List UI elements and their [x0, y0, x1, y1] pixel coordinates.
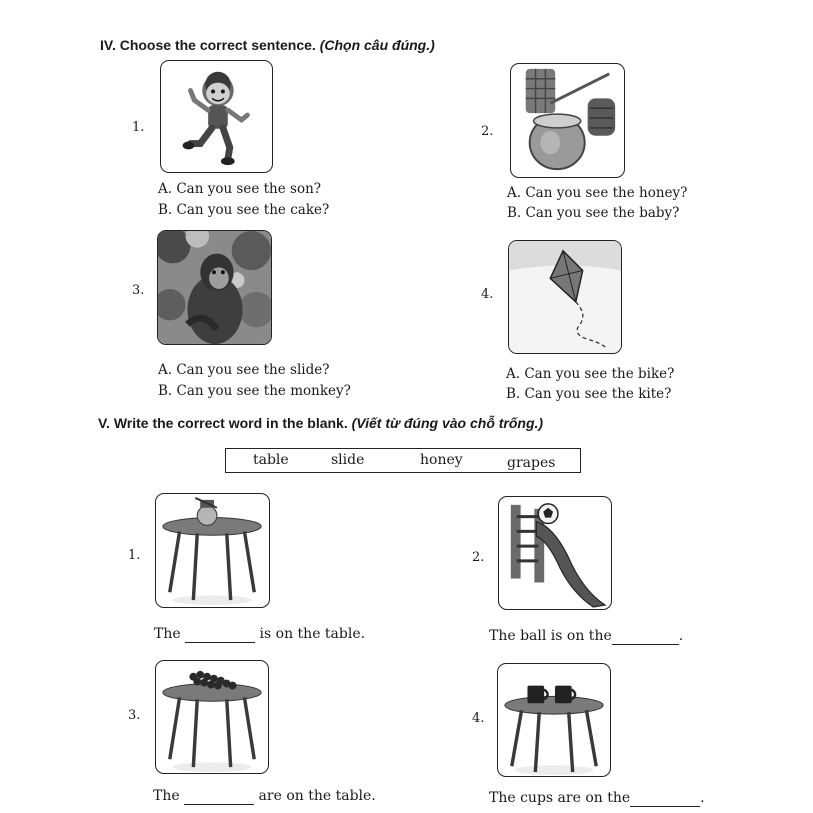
sentence-end: is on the table. — [259, 626, 366, 642]
sentence-start: The — [153, 788, 180, 804]
answer-blank[interactable] — [185, 626, 255, 643]
answer-blank[interactable] — [612, 628, 679, 645]
fill-in-sentence — [154, 626, 365, 643]
item-number: 1. — [128, 548, 141, 563]
answer-blank[interactable] — [630, 790, 700, 807]
table-with-grapes-picture — [155, 660, 269, 774]
word-bank-word: slide — [331, 452, 365, 468]
section-4-title: IV. Choose the correct sentence. — [100, 37, 316, 53]
option-a[interactable]: A. Can you see the slide? — [158, 362, 330, 378]
answer-blank[interactable] — [184, 788, 254, 805]
item-number: 2. — [481, 124, 494, 139]
item-number: 3. — [132, 283, 145, 298]
word-bank-word: grapes — [507, 455, 556, 471]
item-number: 3. — [128, 708, 141, 723]
table-with-honey-jar-picture — [155, 493, 270, 608]
fill-in-sentence — [153, 788, 376, 805]
item-number: 2. — [472, 550, 485, 565]
monkey-picture — [157, 230, 272, 345]
sentence-end: are on the table. — [258, 788, 376, 804]
section-5-subtitle: (Viết từ đúng vào chỗ trống.) — [351, 415, 544, 431]
fill-in-sentence — [489, 790, 705, 807]
option-a[interactable]: A. Can you see the son? — [158, 181, 322, 197]
section-4-heading — [100, 37, 435, 53]
sentence-start: The cups are on the — [489, 790, 631, 806]
word-bank-word: table — [253, 452, 289, 468]
item-number: 1. — [132, 120, 145, 135]
fill-in-sentence — [489, 628, 683, 645]
sentence-start: The ball is on the — [489, 628, 612, 644]
option-b[interactable]: B. Can you see the cake? — [158, 202, 330, 218]
kite-picture — [508, 240, 622, 354]
option-b[interactable]: B. Can you see the baby? — [507, 205, 680, 221]
word-bank — [225, 448, 581, 473]
section-5-heading — [98, 415, 543, 431]
section-4-subtitle: (Chọn câu đúng.) — [319, 37, 435, 53]
sentence-start: The — [154, 626, 181, 642]
slide-with-ball-picture — [498, 496, 612, 610]
table-with-cups-picture — [497, 663, 611, 777]
item-number: 4. — [481, 287, 494, 302]
option-b[interactable]: B. Can you see the monkey? — [158, 383, 351, 399]
sentence-end: . — [678, 628, 684, 644]
item-number: 4. — [472, 711, 485, 726]
word-bank-word: honey — [420, 452, 463, 468]
option-a[interactable]: A. Can you see the bike? — [506, 366, 675, 382]
section-5-title: V. Write the correct word in the blank. — [98, 415, 348, 431]
boy-picture — [160, 60, 273, 173]
option-a[interactable]: A. Can you see the honey? — [507, 185, 688, 201]
sentence-end: . — [700, 790, 705, 806]
honey-picture — [510, 63, 625, 178]
option-b[interactable]: B. Can you see the kite? — [506, 386, 672, 402]
